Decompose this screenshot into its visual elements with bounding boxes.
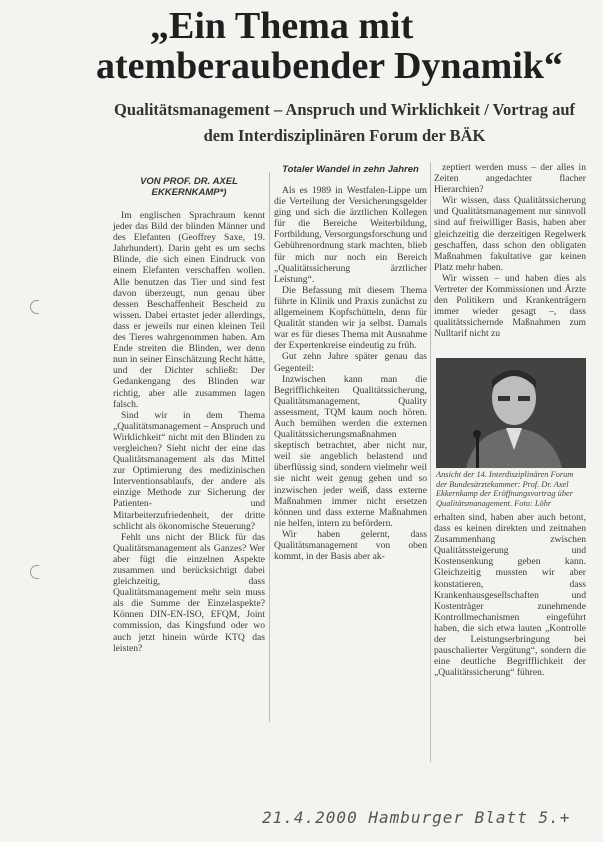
article-column-1 (113, 172, 265, 727)
article-column-2 (274, 164, 427, 732)
punch-hole-bottom (30, 565, 39, 579)
subheadline-line-2: dem Interdisziplinären Forum der BÄK (203, 126, 486, 145)
punch-hole-top (30, 300, 39, 314)
paragraph: Als es 1989 in Westfalen-Lippe um die Verteilung der Versicherungsgelder ging und sich die ärztlichen Kollegen für die Bereiche Weiterbildung, Fortbildung, Versorgungsforschung und Gebührenordnung stark machten, blieb für mich nur noch ein Bereich „Qualitätssicherung ärztlicher Leistung“. (274, 185, 427, 285)
paragraph: Sind wir in dem Thema „Qualitätsmanagement – Anspruch und Wirklichkeit“ nicht mit den Blinden zu vergleichen? Sieht nicht der eine das Qualitätsmanagement als das Mittel zur Optimierung des medizinischen Interventionsablaufs, der andere als einzige Methode zur Sicherung der Patienten- und Mitarbeiterzufriedenheit, der dritte schlicht als ökonomische Steuerung? (113, 409, 265, 532)
paragraph: Wir wissen, dass Qualitätssicherung und Qualitätsmanagement nur sinnvoll sind auf freiwilliger Basis, haben aber gleichzeitig die derzeitigen Regelwerk geschaffen, dass schon den obligaten Maßnahmen fakultative gar keinen Platz mehr haben. (434, 195, 586, 273)
handwritten-note: 21.4.2000 Hamburger Blatt 5.+ (262, 808, 571, 827)
section-heading: Totaler Wandel in zehn Jahren (282, 164, 419, 175)
paragraph: Inzwischen kann man die Begrifflichkeiten Qualitätssicherung, Qualitätsmanagement, Quality assessment, TQM kaum noch hören. Auch bemühen werden die externen Qualitätssicherungsmaßnahmen skeptisch betrachtet, aber nicht nur, weil sie angeblich belastend und überflüssig sind, sondern vielmehr weil sie nicht weit genug gehen und so inzwischen jeder weiß, dass externe Maßnahmen immer nicht ersetzen können und dass externe Maßnahmen nie helfen, intern zu befördern. (274, 373, 427, 529)
paragraph: erhalten sind, haben aber auch betont, dass es keinen direkten und zeitnahen Zusammenhang zwischen Qualitätssteigerung und Kostensenkung geben kann. Gleichzeitig mussten wir aber konstatieren, dass Krankenhausgesellschaften und Kostenträger zunehmende Kontrollmechanismen eingeführt haben, die sich etwa lauten „Kontrolle der Leistungserbringung bei pauschalierter Vergütung“, sondern die eine deutliche Begrifflichkeit der „Qualitätssicherung“ führen. (434, 512, 586, 679)
paragraph: zeptiert werden muss – der alles in Zeiten angedachter flacher Hierarchien? (434, 162, 586, 196)
headline-line-2: atemberaubender Dynamik“ (96, 45, 563, 87)
subheadline-line-1: Qualitätsmanagement – Anspruch und Wirklichkeit / Vortrag auf (114, 100, 575, 119)
author-byline: VON PROF. DR. AXEL EKKERNKAMP*) (140, 176, 238, 198)
paragraph: Die Befassung mit diesem Thema führte in Klinik und Praxis zunächst zu allgemeinem Kopfschütteln, denn für Qualität standen wir ja selbst. Damals war es für dieses Thema mit Ausnahme der Expertenkreise eindeutig zu früh. (274, 284, 427, 352)
paragraph: Wir wissen – und haben dies als Vertreter der Kommissionen und Ärzte den Politikern und Krankenträgern immer wieder gesagt –, dass qualitätssichernde Maßnahmen zum Nulltarif nicht zu (434, 272, 586, 340)
paragraph: Gut zehn Jahre später genau das Gegenteil: (274, 351, 427, 374)
paragraph: Wir haben gelernt, dass Qualitätsmanagement von oben kommt, in der Basis aber ak- (274, 528, 427, 563)
article-column-3-top (434, 162, 586, 354)
paragraph: Fehlt uns nicht der Blick für das Qualitätsmanagement als Ganzes? Wer aber fügt die einzelnen Aspekte zusammen und berücksichtigt dabei gleichzeitig, dass Qualitätsmanagement mehr sein muss als die Summe der Einzelaspekte? Können DIN-EN-ISO, EFQM, Joint commission, das Kingsfund oder wo auch jetzt hinein würde KTQ das leisten? (113, 531, 265, 654)
column-divider-2 (430, 162, 431, 762)
headline (96, 6, 596, 86)
speaker-photo (436, 358, 586, 468)
column-divider-1 (269, 172, 270, 722)
subheadline (92, 97, 597, 149)
headline-line-1: „Ein Thema mit (150, 5, 414, 47)
article-column-3-bottom (434, 512, 586, 678)
photo-caption: Ansicht der 14. Interdisziplinären Forum der Bundesärztekammer: Prof. Dr. Axel Ekkernkamp der Eröffnungsvortrag über Qualitätsmanagement. Foto: Löhr (436, 470, 574, 508)
paragraph: Im englischen Sprachraum kennt jeder das Bild der blinden Männer und des Elefanten (Geoffrey Saxe, 19. Jahrhundert). Darin geht es um sechs Blinde, die sich einen Eindruck von einem Elefanten verschaffen wollen. Alle benutzen das Tier und sind fest davon überzeugt, nun genau über dessen Beschaffenheit Bescheid zu wissen. Dabei ertastet jeder allerdings, dass er jeweils nur einen kleinen Teil des Tieres wahrgenommen haben. Am Ende streiten die Blinden, wer denn nun in seiner Einschätzung Recht hätte, und der Dichter schließt: Der Gedankengang des Blinden war richtig, aber alle zusammen lagen falsch. (113, 210, 265, 410)
